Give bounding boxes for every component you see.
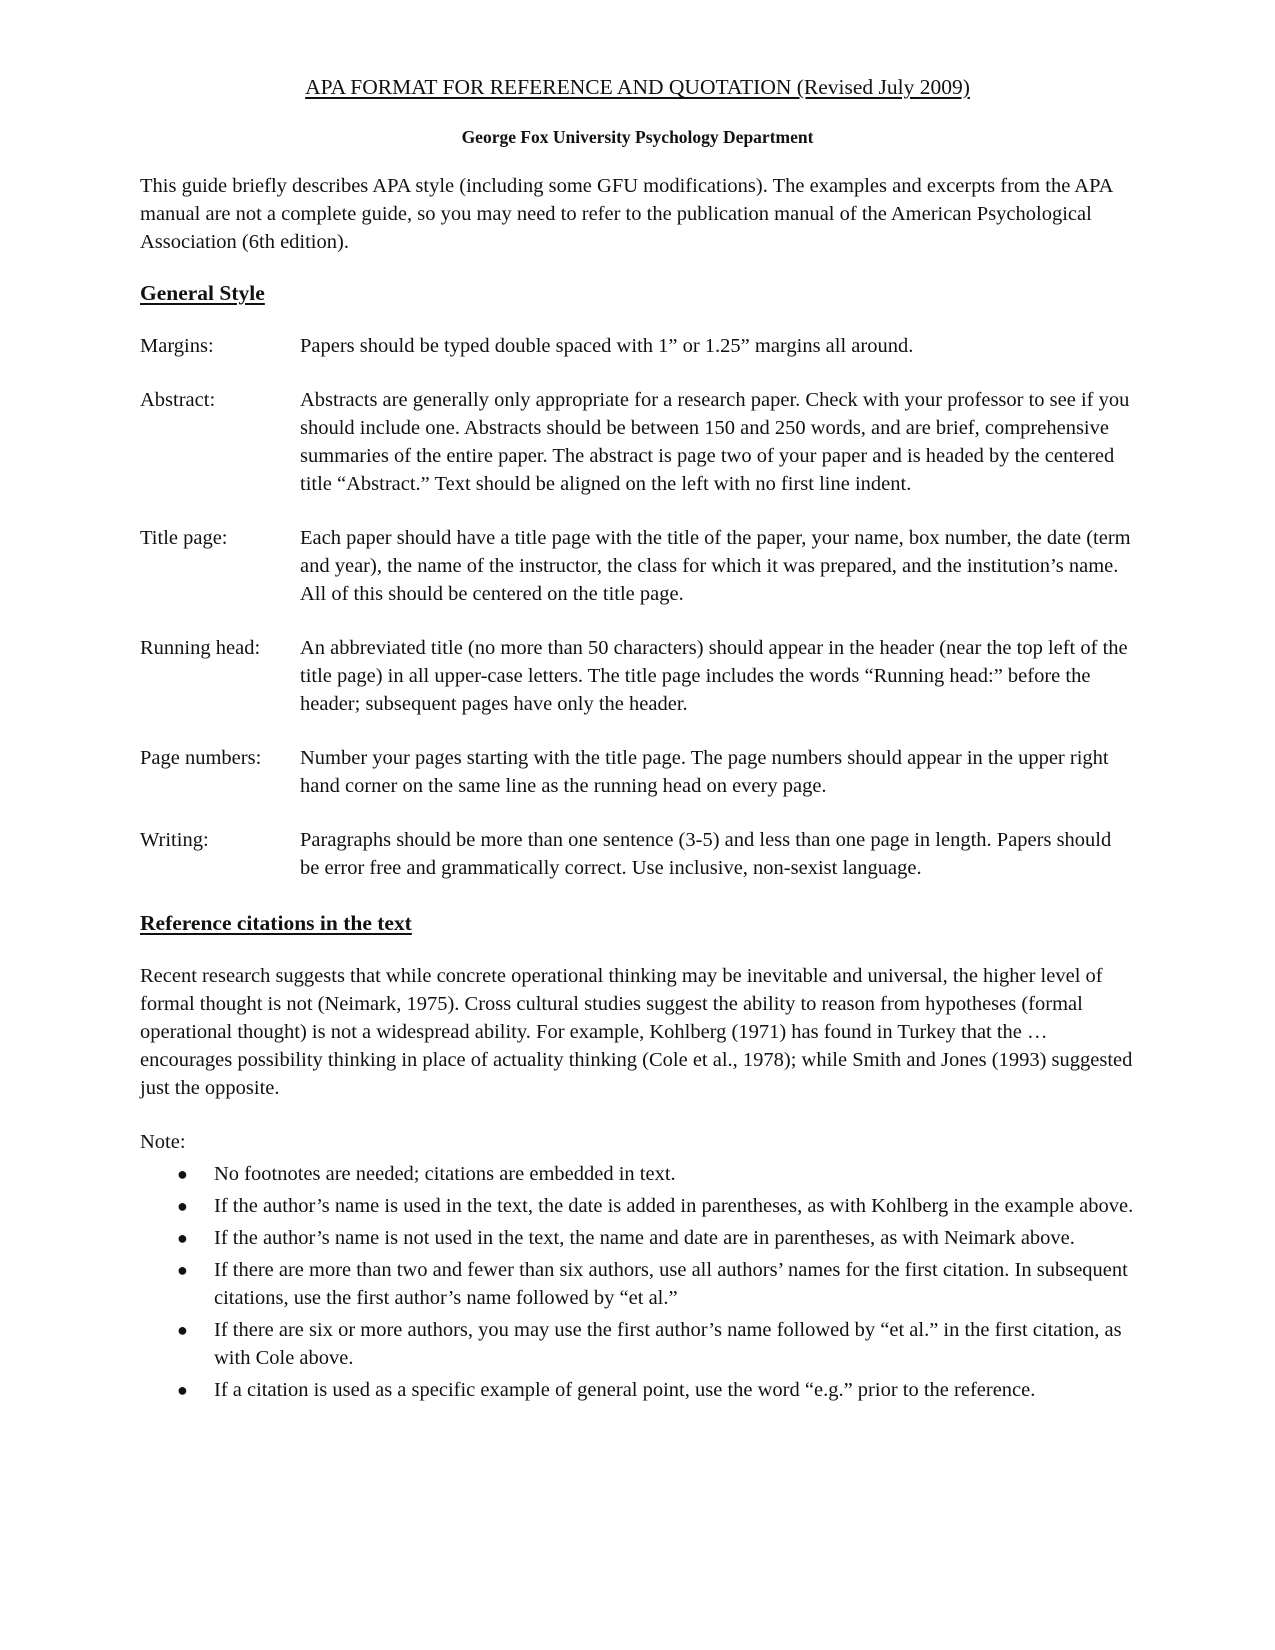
document-title: APA FORMAT FOR REFERENCE AND QUOTATION (Revised July 2009) [305, 75, 970, 99]
list-item [140, 1256, 1135, 1312]
rule-description: Paragraphs should be more than one sentence (3-5) and less than one page in length. Papers should be error free and grammatically correct. Use inclusive, non-sexist language. [300, 829, 1112, 879]
notes-list [140, 1160, 1135, 1404]
note-label: Note: [140, 1131, 186, 1153]
rule-description: Each paper should have a title page with the title of the paper, your name, box number, the date (term and year), the name of the instructor, the class for which it was prepared, and the institution’s name. All of this should be centered on the title page. [300, 527, 1131, 605]
style-rule-page-numbers [140, 744, 1135, 800]
rule-description: An abbreviated title (no more than 50 characters) should appear in the header (near the top left of the title page) in all upper-case letters. The title page includes the words “Running head:” before the header; subsequent pages have only the header. [300, 637, 1128, 715]
bullet-icon: ● [177, 1260, 188, 1280]
list-item [140, 1376, 1135, 1404]
note-text: If the author’s name is used in the text, the date is added in parentheses, as with Kohlberg in the example above. [214, 1195, 1134, 1217]
general-style-heading: General Style [140, 281, 265, 305]
rule-description: Abstracts are generally only appropriate for a research paper. Check with your professor to see if you should include one. Abstracts should be between 150 and 250 words, and are brief, comprehensive summaries of the entire paper. The abstract is page two of your paper and is headed by the centered title “Abstract.” Text should be aligned on the left with no first line indent. [300, 389, 1130, 495]
rule-term: Page numbers: [140, 747, 262, 769]
intro-paragraph: This guide briefly describes APA style (including some GFU modifications). The examples and excerpts from the APA manual are not a complete guide, so you may need to refer to the publication manual of the American Psychological Association (6th edition). [140, 175, 1113, 253]
note-text: If a citation is used as a specific example of general point, use the word “e.g.” prior to the reference. [214, 1379, 1036, 1401]
style-rule-margins [140, 332, 1135, 360]
list-item [140, 1192, 1135, 1220]
rule-term: Title page: [140, 527, 228, 549]
note-text: No footnotes are needed; citations are embedded in text. [214, 1163, 676, 1185]
style-rule-title-page [140, 524, 1135, 608]
bullet-icon: ● [177, 1196, 188, 1216]
rule-term: Margins: [140, 335, 214, 357]
list-item [140, 1224, 1135, 1252]
bullet-icon: ● [177, 1164, 188, 1184]
list-item [140, 1160, 1135, 1188]
rule-description: Papers should be typed double spaced with 1” or 1.25” margins all around. [300, 335, 914, 357]
rule-description: Number your pages starting with the title page. The page numbers should appear in the upper right hand corner on the same line as the running head on every page. [300, 747, 1109, 797]
style-rule-running-head [140, 634, 1135, 718]
note-text: If the author’s name is not used in the text, the name and date are in parentheses, as with Neimark above. [214, 1227, 1075, 1249]
style-rule-abstract [140, 386, 1135, 498]
citation-example-paragraph: Recent research suggests that while concrete operational thinking may be inevitable and universal, the higher level of formal thought is not (Neimark, 1975). Cross cultural studies suggest the ability to reason from hypotheses (formal operational thought) is not a widespread ability. For example, Kohlberg (1971) has found in Turkey that the … encourages possibility thinking in place of actuality thinking (Cole et al., 1978); while Smith and Jones (1993) suggested just the opposite. [140, 965, 1133, 1099]
list-item [140, 1316, 1135, 1372]
department-subtitle: George Fox University Psychology Department [461, 127, 814, 147]
style-rule-writing [140, 826, 1135, 882]
bullet-icon: ● [177, 1228, 188, 1248]
bullet-icon: ● [177, 1320, 188, 1340]
rule-term: Running head: [140, 637, 261, 659]
rule-term: Writing: [140, 829, 209, 851]
rule-term: Abstract: [140, 389, 216, 411]
note-text: If there are more than two and fewer than six authors, use all authors’ names for the first citation. In subsequent citations, use the first author’s name followed by “et al.” [214, 1259, 1128, 1309]
note-text: If there are six or more authors, you may use the first author’s name followed by “et al.” in the first citation, as with Cole above. [214, 1319, 1122, 1369]
bullet-icon: ● [177, 1380, 188, 1400]
citations-heading: Reference citations in the text [140, 911, 412, 935]
